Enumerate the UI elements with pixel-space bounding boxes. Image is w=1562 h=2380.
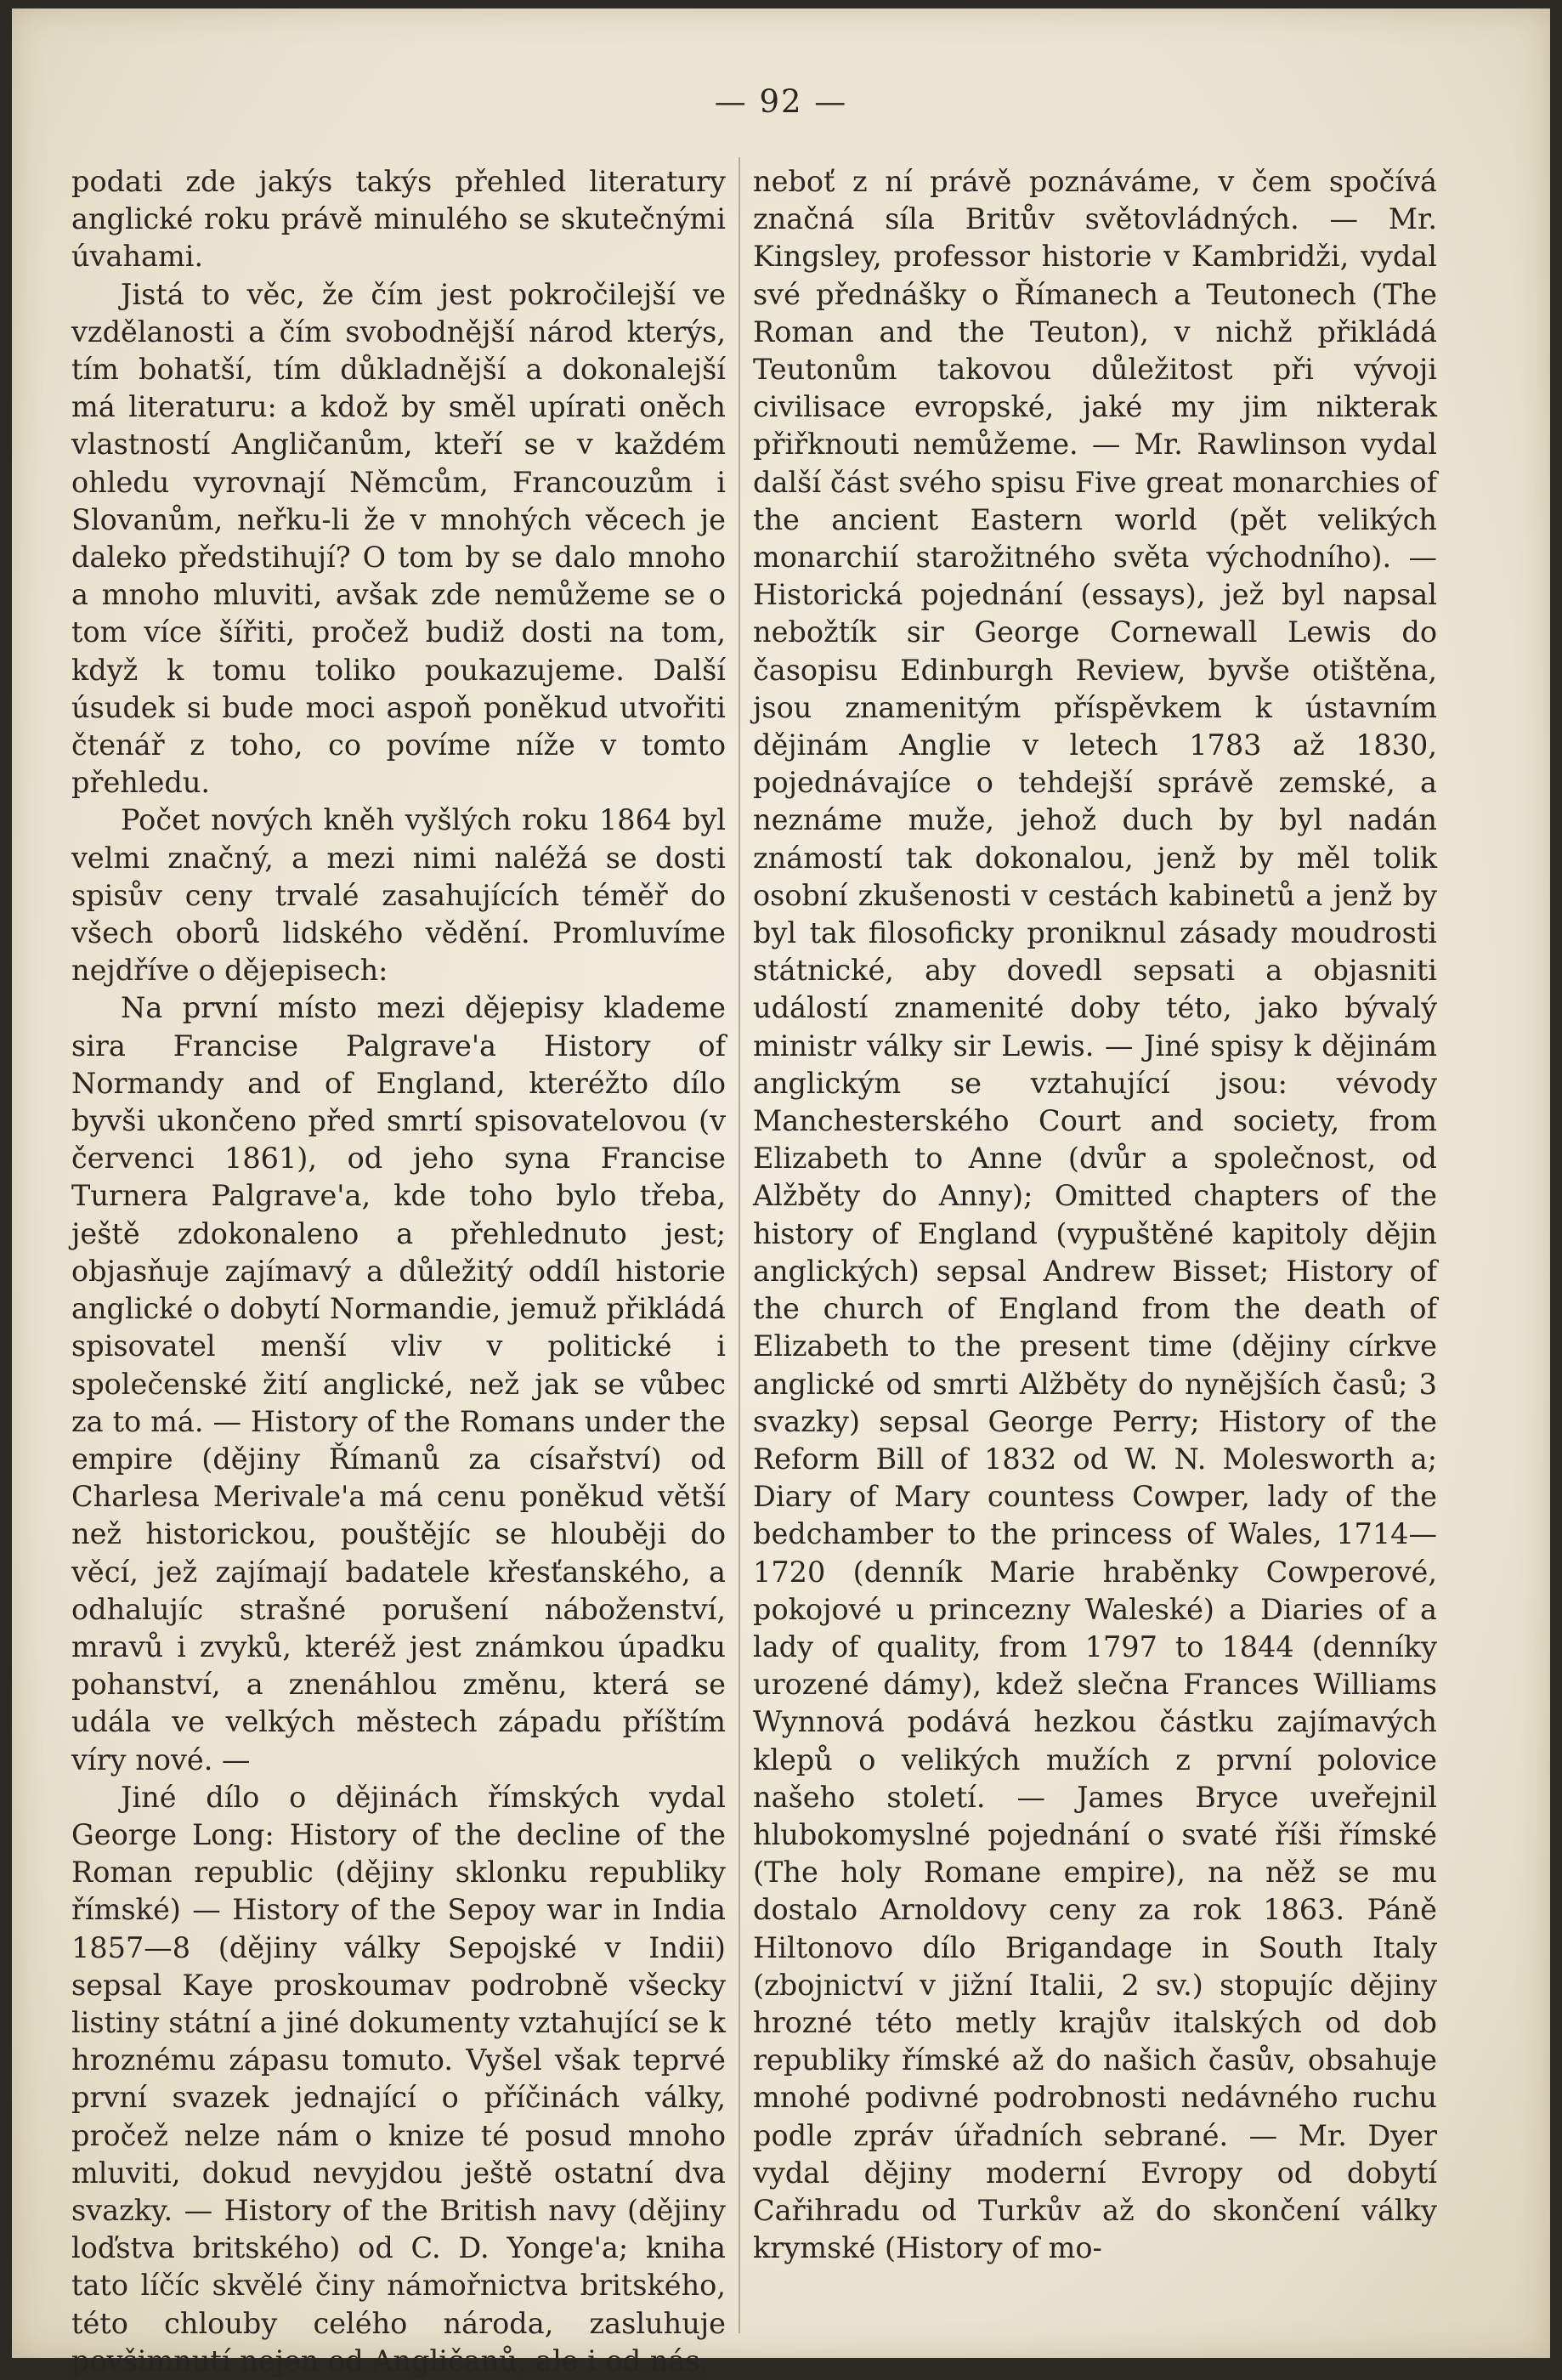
paragraph: Počet nových kněh vyšlých roku 1864 byl velmi značný, a mezi nimi naléžá se dosti spisův ceny trvalé zasahujících téměř do všech oborů lidského vědění. Promluvíme nejdříve o dějepisech: [71, 803, 726, 988]
paragraph: neboť z ní právě poznáváme, v čem spočívá značná síla Britův světovládných. — Mr. Kingsley, professor historie v Kambridži, vydal své přednášky o Římanech a Teutonech (The Roman and the Teuton), v nichž přikládá Teutonům takovou důležitost při vývoji civilisace evropské, jaké my jim nikterak přiřknouti nemůžeme. — Mr. Rawlinson vydal další část svého spisu Five great monarchies of the ancient Eastern world (pět velikých monarchií starožitného světa východního). — Historická pojednání (essays), jež byl napsal nebožtík sir George Cornewall Lewis do časopisu Edinburgh Review, byvše otištěna, jsou znamenitým příspěvkem k ústavním dějinám Anglie v letech 1783 až 1830, pojednávajíce o tehdejší správě zemské, a neznáme muže, jehož duch by byl nadán známostí tak dokonalou, jenž by měl tolik osobní zkušenosti v cestách kabinetů a jenž by byl tak filosoficky proniknul zásady moudrosti státnické, aby dovedl sepsati a objasniti událostí znamenité doby této, jako bývalý ministr války sir Lewis. — Jiné spisy k dějinám anglickým se vztahující jsou: vévody Manchesterského Court and society, from Elizabeth to Anne (dvůr a společnost, od Alžběty do Anny); Omitted chapters of the history of England (vypuštěné kapitoly dějin anglických) sepsal Andrew Bisset; History of the church of England from the death of Elizabeth to the present time (dějiny církve anglické od smrti Alžběty do nynějších časů; 3 svazky) sepsal George Perry; History of the Reform Bill of 1832 od W. N. Molesworth a; Diary of Mary countess Cowper, lady of the bedchamber to the princess of Wales, 1714—1720 (denník Marie hraběnky Cowperové, pokojové u princezny Waleské) a Diaries of a lady of quality, from 1797 to 1844 (denníky urozené dámy), kdež slečna Frances Williams Wynnová podává hezkou částku zajímavých klepů o velikých mužích z první polovice našeho století. — James Bryce uveřejnil hlubokomyslné pojednání o svaté říši římské (The holy Romane empire), na něž se mu dostalo Arnoldovy ceny za rok 1863. Páně Hiltonovo dílo Brigandage in South Italy (zbojnictví v jižní Italii, 2 sv.) stopujíc dějiny hrozné této metly krajův italských od dob republiky římské až do našich časův, obsahuje mnohé podivné podrobnosti nedávného ruchu podle zpráv úřadních sebrané. — Mr. Dyer vydal dějiny moderní Evropy od dobytí Cařihradu od Turkův až do skončení války krymské (History of mo- [753, 165, 1437, 2265]
page-number: — 92 — [714, 83, 848, 120]
paragraph: Na první místo mezi dějepisy klademe sira Francise Palgrave'a History of Normandy and of England, kteréžto dílo byvši ukončeno před smrtí spisovatelovou (v červenci 1861), od jeho syna Francise Turnera Palgrave'a, kde toho bylo třeba, ještě zdokonaleno a přehlednuto jest; objasňuje zajímavý a důležitý oddíl historie anglické o dobytí Normandie, jemuž přikládá spisovatel menší vliv v politické i společenské žití anglické, než jak se vůbec za to má. — History of the Romans under the empire (dějiny Římanů za císařství) od Charlesa Merivale'a má cenu poněkud větší než historickou, pouštějíc se hlouběji do věcí, jež zajímají badatele křesťanského, a odhalujíc strašné porušení náboženství, mravů i zvyků, kteréž jest známkou úpadku pohanství, a znenáhlou změnu, která se udála ve velkých městech západu příštím víry nové. — [71, 991, 726, 1776]
column-divider [739, 157, 740, 2333]
paragraph: Jiné dílo o dějinách římských vydal George Long: History of the decline of the Roman republic (dějiny sklonku republiky římské) — History of the Sepoy war in India 1857—8 (dějiny války Sepojské v Indii) sepsal Kaye proskoumav podrobně všecky listiny státní a jiné dokumenty vztahující se k hroznému zápasu tomuto. Vyšel však teprvé první svazek jednající o příčinách války, pročež nelze nám o knize té posud mnoho mluviti, dokud nevyjdou ještě ostatní dva svazky. — History of the British navy (dějiny loďstva britského) od C. D. Yonge'a; kniha tato líčíc skvělé činy námořnictva britského, této chlouby celého národa, zasluhuje povšimnutí nejen od Angličanů, ale i od nás, [71, 1780, 726, 2377]
left-column [71, 163, 726, 2380]
paragraph: Jistá to věc, že čím jest pokročilejší ve vzdělanosti a čím svobodnější národ kterýs, tím bohatší, tím důkladnější a dokonalejší má literaturu: a kdož by směl upírati oněch vlastností Angličanům, kteří se v každém ohledu vyrovnají Němcům, Francouzům i Slovanům, neřku-li že v mnohých věcech je daleko předstihují? O tom by se dalo mnoho a mnoho mluviti, avšak zde nemůžeme se o tom více šířiti, pročež budiž dosti na tom, když k tomu toliko poukazujeme. Další úsudek si bude moci aspoň poněkud utvořiti čtenář z toho, co povíme níže v tomto přehledu. [71, 277, 726, 800]
paragraph: podati zde jakýs takýs přehled literatury anglické roku právě minulého se skutečnými úvahami. [71, 165, 726, 274]
right-column [753, 163, 1437, 2267]
book-page [12, 8, 1550, 2377]
